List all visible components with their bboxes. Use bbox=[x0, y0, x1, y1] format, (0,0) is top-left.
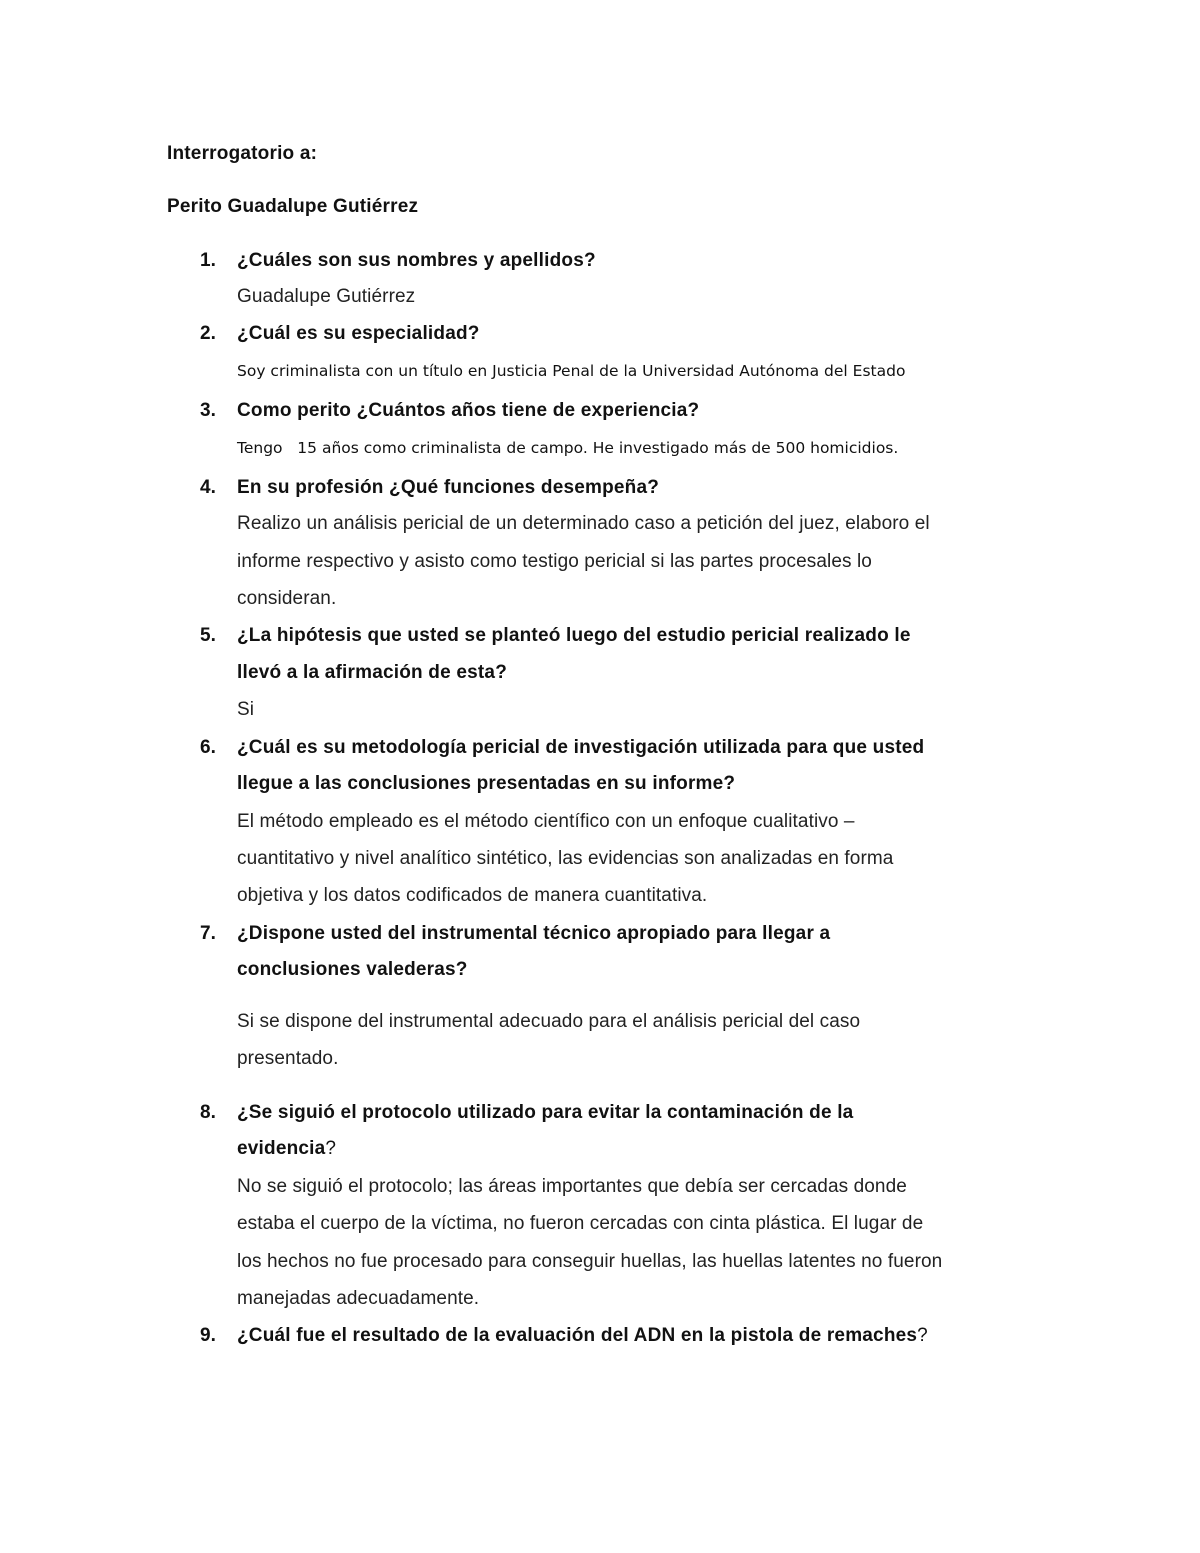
answer-text: Si bbox=[237, 699, 255, 720]
question-text-part: ¿Cuál fue el resultado de la evaluación del ADN en la pistola de remaches bbox=[237, 1325, 918, 1346]
question-text: llegue a las conclusiones presentadas en su informe? bbox=[237, 773, 736, 794]
question-number: 2. bbox=[200, 323, 216, 344]
question-number: 5. bbox=[200, 625, 216, 646]
answer-text: estaba el cuerpo de la víctima, no fueron cercadas con cinta plástica. El lugar de bbox=[237, 1213, 924, 1234]
answer-text: informe respectivo y asisto como testigo pericial si las partes procesales lo bbox=[237, 551, 872, 572]
question-number: 6. bbox=[200, 737, 216, 758]
question-number: 7. bbox=[200, 923, 216, 944]
question-text: ¿Dispone usted del instrumental técnico apropiado para llegar a bbox=[237, 923, 831, 944]
question-text: ¿Cuál es su metodología pericial de investigación utilizada para que usted bbox=[237, 737, 925, 758]
question-text: llevó a la afirmación de esta? bbox=[237, 662, 507, 683]
answer-text: objetiva y los datos codificados de manera cuantitativa. bbox=[237, 885, 708, 906]
question-text bbox=[237, 1325, 928, 1347]
question-number: 1. bbox=[200, 250, 216, 271]
question-text: ¿Se siguió el protocolo utilizado para evitar la contaminación de la bbox=[237, 1102, 854, 1123]
answer-text: Tengo 15 años como criminalista de campo. He investigado más de 500 homicidios. bbox=[237, 439, 899, 457]
question-number: 4. bbox=[200, 477, 216, 498]
answer-text: presentado. bbox=[237, 1048, 339, 1069]
answer-text: Realizo un análisis pericial de un determinado caso a petición del juez, elaboro el bbox=[237, 513, 930, 534]
answer-text: manejadas adecuadamente. bbox=[237, 1288, 480, 1309]
answer-text: Guadalupe Gutiérrez bbox=[237, 286, 416, 307]
question-text: ¿La hipótesis que usted se planteó luego del estudio pericial realizado le bbox=[237, 625, 911, 646]
question-mark: ? bbox=[325, 1138, 337, 1159]
answer-text: los hechos no fue procesado para conseguir huellas, las huellas latentes no fueron bbox=[237, 1251, 943, 1272]
answer-text: Si se dispone del instrumental adecuado para el análisis pericial del caso bbox=[237, 1011, 861, 1032]
question-text: ¿Cuáles son sus nombres y apellidos? bbox=[237, 250, 596, 271]
question-text-part: evidencia bbox=[237, 1138, 326, 1159]
question-text: ¿Cuál es su especialidad? bbox=[237, 323, 480, 344]
document-subtitle: Perito Guadalupe Gutiérrez bbox=[167, 196, 419, 217]
question-mark: ? bbox=[917, 1325, 928, 1346]
answer-text: Soy criminalista con un título en Justicia Penal de la Universidad Autónoma del Estado bbox=[237, 362, 906, 380]
question-text: En su profesión ¿Qué funciones desempeña? bbox=[237, 477, 660, 498]
question-text: conclusiones valederas? bbox=[237, 959, 468, 980]
answer-text: cuantitativo y nivel analítico sintético, las evidencias son analizadas en forma bbox=[237, 848, 894, 869]
question-text bbox=[237, 1138, 336, 1160]
document-title: Interrogatorio a: bbox=[167, 143, 318, 164]
question-text: Como perito ¿Cuántos años tiene de experiencia? bbox=[237, 400, 700, 421]
answer-text: consideran. bbox=[237, 588, 337, 609]
question-number: 8. bbox=[200, 1102, 216, 1123]
question-number: 9. bbox=[200, 1325, 216, 1346]
question-number: 3. bbox=[200, 400, 216, 421]
answer-text: El método empleado es el método científico con un enfoque cualitativo – bbox=[237, 811, 855, 832]
answer-text: No se siguió el protocolo; las áreas importantes que debía ser cercadas donde bbox=[237, 1176, 907, 1197]
